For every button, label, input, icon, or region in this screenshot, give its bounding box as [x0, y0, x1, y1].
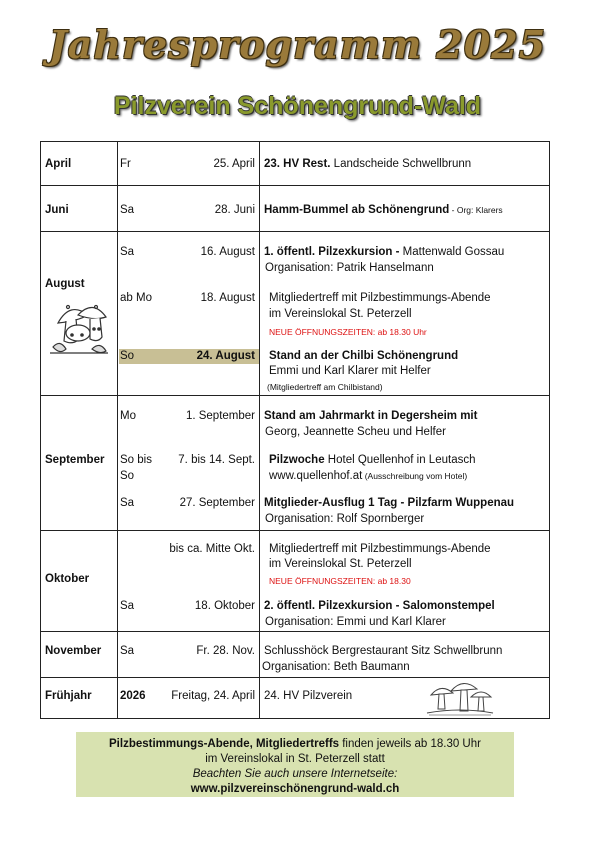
weekday: Sa: [120, 497, 135, 509]
event-note: NEUE ÖFFNUNGSZEITEN: ab 18.30 Uhr: [269, 327, 427, 337]
event-helpers: Emmi und Karl Klarer mit Helfer: [269, 365, 431, 377]
event-date: 27. September: [179, 497, 255, 509]
event-text: 23. HV Rest. Landscheide Schwellbrunn: [264, 158, 472, 170]
event-date: 25. April: [213, 158, 255, 170]
weekday: Sa: [120, 645, 135, 657]
event-organizer: Organisation: Emmi und Karl Klarer: [265, 616, 446, 628]
mushroom-cluster-icon: [48, 293, 110, 359]
footer-info-box: [76, 732, 514, 797]
footer-line-1: Pilzbestimmungs-Abende, Mitgliedertreffs finden jeweils ab 18.30 Uhr: [109, 738, 481, 750]
website-link[interactable]: www.pilzvereinschönengrund-wald.ch: [190, 783, 400, 795]
footer-line-3: Beachten Sie auch unsere Internetseite:: [192, 768, 398, 780]
program-table: [40, 141, 550, 719]
event-organizer: Organisation: Rolf Spornberger: [265, 513, 425, 525]
month-label: Oktober: [45, 573, 90, 585]
month-label: November: [45, 645, 102, 657]
event-text: 2. öffentl. Pilzexkursion - Salomonstempel: [264, 600, 495, 612]
event-text: Pilzwoche Hotel Quellenhof in Leutasch: [269, 454, 476, 466]
event-website: www.quellenhof.at (Ausschreibung vom Hotel): [269, 470, 468, 482]
event-date: 18. Oktober: [194, 600, 255, 612]
event-location: im Vereinslokal St. Peterzell: [269, 558, 412, 570]
month-label: Juni: [45, 204, 69, 216]
event-date: 24. August: [196, 350, 255, 362]
page-title: Jahresprogramm 2025: [48, 22, 547, 67]
event-text: Mitglieder-Ausflug 1 Tag - Pilzfarm Wuppenau: [264, 497, 515, 509]
event-date: Fr. 28. Nov.: [196, 645, 255, 657]
weekday: So: [120, 350, 135, 362]
mushroom-group-icon: [425, 677, 495, 717]
month-label: August: [45, 278, 85, 290]
weekday: So bis: [120, 454, 152, 466]
event-date: Freitag, 24. April: [171, 690, 255, 702]
event-text: Mitgliedertreff mit Pilzbestimmungs-Abende: [269, 292, 491, 304]
event-date: 28. Juni: [214, 204, 255, 216]
weekday: So: [120, 470, 135, 482]
page-subtitle: Pilzverein Schönengrund-Wald: [113, 92, 482, 120]
event-text: Schlusshöck Bergrestaurant Sitz Schwellbrunn: [264, 645, 503, 657]
year-label: 2026: [120, 690, 146, 702]
event-helpers: Georg, Jeannette Scheu und Helfer: [265, 426, 446, 438]
event-organizer: Organisation: Beth Baumann: [262, 661, 410, 673]
event-text: Stand an der Chilbi Schönengrund: [269, 350, 459, 362]
month-label: Frühjahr: [45, 690, 92, 702]
weekday: Sa: [120, 204, 135, 216]
event-text: Stand am Jahrmarkt in Degersheim mit: [264, 410, 478, 422]
footer-line-2: im Vereinslokal in St. Peterzell statt: [205, 753, 385, 765]
event-organizer: Organisation: Patrik Hanselmann: [265, 262, 434, 274]
event-date: 16. August: [200, 246, 255, 258]
event-text: 1. öffentl. Pilzexkursion - Mattenwald Gossau: [264, 246, 505, 258]
event-text: Hamm-Bummel ab Schönengrund - Org: Klarers: [264, 204, 503, 216]
event-text: Mitgliedertreff mit Pilzbestimmungs-Abende: [269, 543, 491, 555]
event-date: bis ca. Mitte Okt.: [169, 543, 255, 555]
weekday: Sa: [120, 246, 135, 258]
event-note: NEUE ÖFFNUNGSZEITEN: ab 18.30: [269, 576, 411, 586]
month-label: April: [45, 158, 72, 170]
weekday: Fr: [120, 158, 131, 170]
event-date: 7. bis 14. Sept.: [178, 454, 255, 466]
weekday: ab Mo: [120, 292, 152, 304]
event-date: 1. September: [185, 410, 255, 422]
weekday: Mo: [120, 410, 136, 422]
event-location: im Vereinslokal St. Peterzell: [269, 308, 412, 320]
event-date: 18. August: [200, 292, 255, 304]
event-text: 24. HV Pilzverein: [264, 690, 353, 702]
month-label: September: [45, 454, 105, 466]
event-note: (Mitgliedertreff am Chilbistand): [267, 382, 383, 392]
weekday: Sa: [120, 600, 135, 612]
